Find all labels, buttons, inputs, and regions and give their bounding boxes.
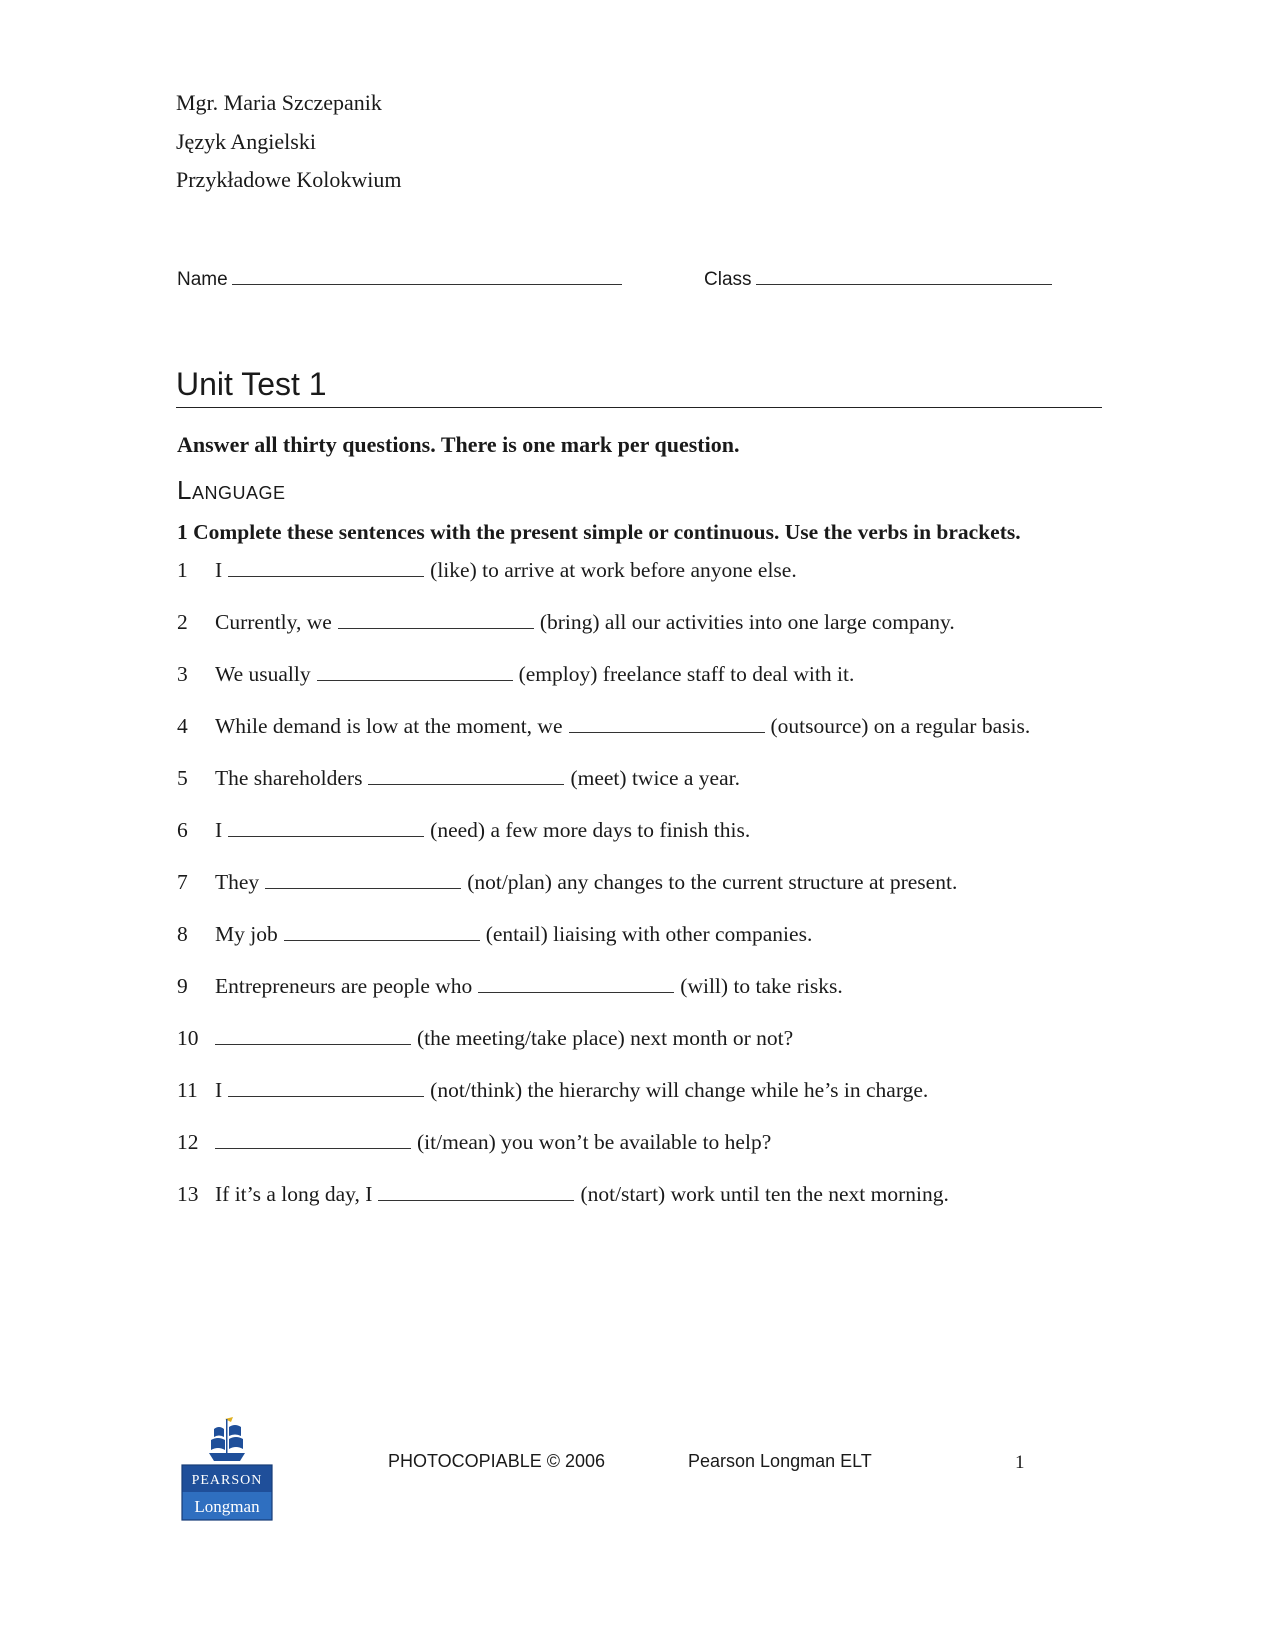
question-after: (meet) twice a year. (570, 766, 740, 790)
answer-blank[interactable] (228, 1078, 424, 1097)
question-number: 1 (177, 558, 188, 582)
name-label: Name (177, 269, 228, 290)
question-item (177, 558, 1137, 610)
answer-blank[interactable] (215, 1130, 411, 1149)
question-number: 3 (177, 662, 188, 686)
answer-blank[interactable] (228, 558, 424, 577)
question-item (177, 766, 1137, 818)
question-after: (employ) freelance staff to deal with it. (518, 662, 855, 686)
section-heading: Language (177, 475, 286, 505)
question-item (177, 662, 1137, 714)
question-item (177, 818, 1137, 870)
question-number: 8 (177, 922, 188, 946)
question-item (177, 714, 1137, 766)
question-number: 5 (177, 766, 188, 790)
question-number: 12 (177, 1130, 199, 1154)
question-after: (it/mean) you won’t be available to help? (417, 1130, 772, 1154)
question-number: 4 (177, 714, 188, 738)
instruction-text: Answer all thirty questions. There is one mark per question. (177, 432, 740, 457)
class-field[interactable] (704, 268, 1052, 291)
answer-blank[interactable] (265, 870, 461, 889)
question-after: (bring) all our activities into one large company. (539, 610, 955, 634)
answer-blank[interactable] (228, 818, 424, 837)
question-before: I (215, 1078, 223, 1102)
question-item (177, 1130, 1137, 1182)
logo-bottom-text: Longman (194, 1497, 260, 1516)
name-field[interactable] (177, 268, 622, 291)
subject-name: Język Angielski (176, 128, 316, 154)
question-before: I (215, 818, 223, 842)
question-after: (not/think) the hierarchy will change while he’s in charge. (430, 1078, 929, 1102)
author-name: Mgr. Maria Szczepanik (176, 90, 382, 115)
class-label: Class (704, 269, 752, 290)
task-instruction: 1 Complete these sentences with the present simple or continuous. Use the verbs in brackets. (177, 520, 1021, 544)
question-item (177, 974, 1137, 1026)
question-item (177, 870, 1137, 922)
question-item (177, 922, 1137, 974)
question-after: (not/plan) any changes to the current structure at present. (467, 870, 958, 894)
answer-blank[interactable] (284, 922, 480, 941)
question-number: 10 (177, 1026, 199, 1050)
question-number: 2 (177, 610, 188, 634)
question-number: 7 (177, 870, 188, 894)
question-item (177, 1182, 1137, 1234)
question-after: (outsource) on a regular basis. (770, 714, 1031, 738)
question-after: (entail) liaising with other companies. (485, 922, 813, 946)
question-after: (not/start) work until ten the next morning. (580, 1182, 949, 1206)
question-item (177, 1078, 1137, 1130)
question-after: (the meeting/take place) next month or not? (417, 1026, 794, 1050)
question-item (177, 1026, 1137, 1078)
answer-blank[interactable] (478, 974, 674, 993)
answer-blank[interactable] (215, 1026, 411, 1045)
question-before: They (215, 870, 260, 894)
answer-blank[interactable] (368, 766, 564, 785)
title-divider (176, 407, 1102, 408)
answer-blank[interactable] (569, 714, 765, 733)
question-before: Currently, we (215, 610, 332, 634)
question-before: We usually (215, 662, 311, 686)
page-title: Unit Test 1 (176, 366, 327, 402)
logo-top-text: PEARSON (191, 1473, 263, 1488)
copyright-notice: PHOTOCOPIABLE © 2006 (388, 1451, 606, 1471)
answer-blank[interactable] (338, 610, 534, 629)
question-number: 6 (177, 818, 188, 842)
class-blank[interactable] (756, 268, 1052, 285)
question-after: (like) to arrive at work before anyone else. (430, 558, 797, 582)
ship-icon (209, 1417, 245, 1461)
document-type: Przykładowe Kolokwium (176, 167, 402, 192)
author-block (176, 84, 401, 200)
answer-blank[interactable] (317, 662, 513, 681)
pearson-longman-logo (181, 1415, 273, 1523)
answer-blank[interactable] (378, 1182, 574, 1201)
publisher-name: Pearson Longman ELT (688, 1451, 872, 1471)
question-number: 9 (177, 974, 188, 998)
question-before: While demand is low at the moment, we (215, 714, 563, 738)
question-before: If it’s a long day, I (215, 1182, 373, 1206)
question-item (177, 610, 1137, 662)
page-number: 1 (1015, 1452, 1025, 1473)
question-list (177, 558, 1137, 1234)
name-blank[interactable] (232, 268, 622, 285)
question-after: (need) a few more days to finish this. (430, 818, 751, 842)
question-before: My job (215, 922, 278, 946)
question-number: 13 (177, 1182, 199, 1206)
question-after: (will) to take risks. (680, 974, 843, 998)
question-before: The shareholders (215, 766, 363, 790)
question-before: I (215, 558, 223, 582)
question-before: Entrepreneurs are people who (215, 974, 473, 998)
question-number: 11 (177, 1078, 198, 1102)
